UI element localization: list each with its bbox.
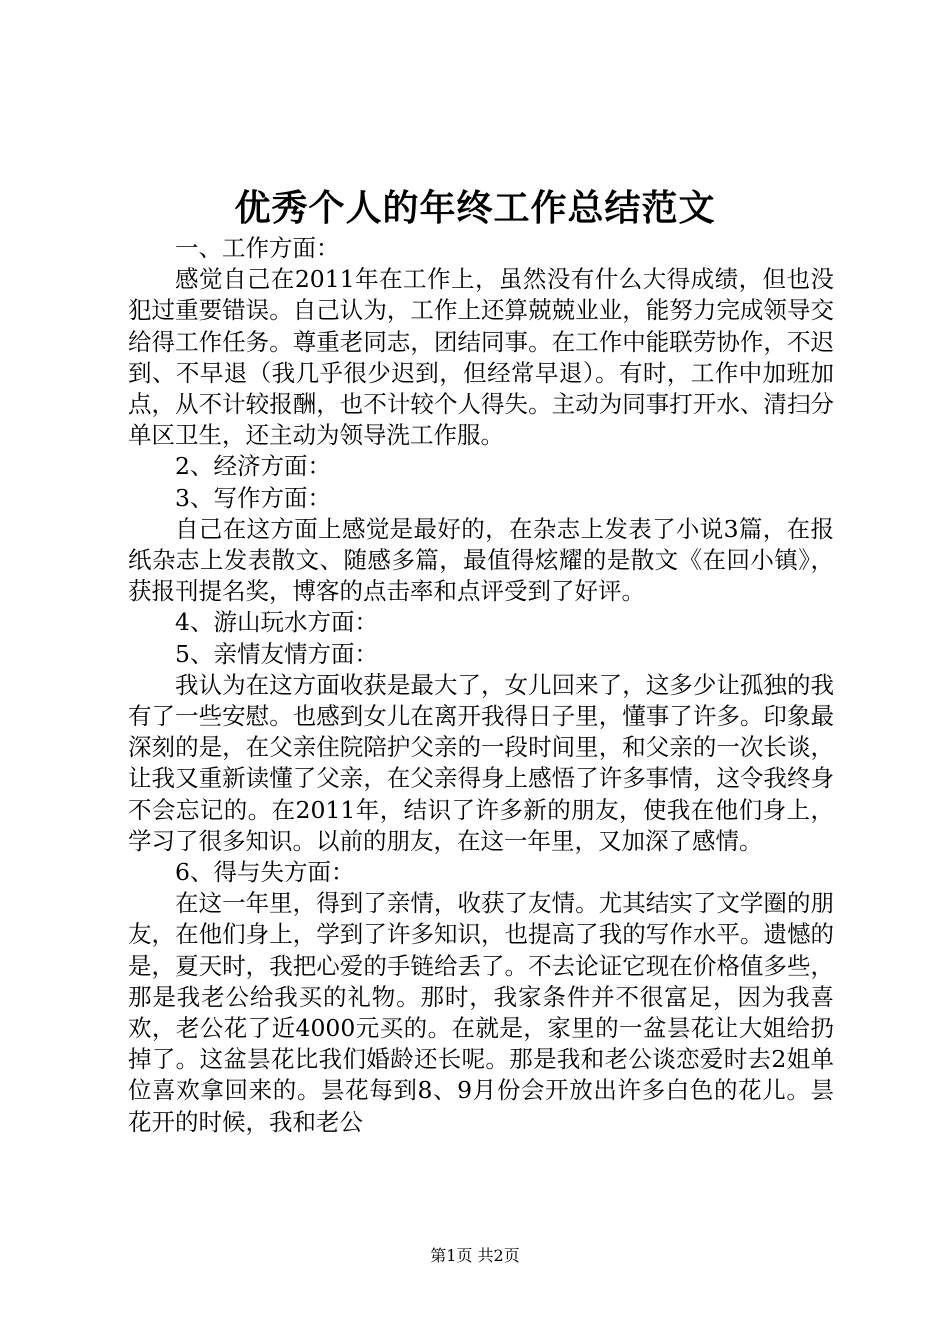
section-heading-travel: 4、游山玩水方面： <box>175 608 378 637</box>
section-heading-writing: 3、写作方面： <box>175 483 331 512</box>
section-heading-work: 一、工作方面： <box>175 234 340 262</box>
section-heading-economy: 2、经济方面： <box>175 452 331 481</box>
section-heading-gains-losses: 6、得与失方面： <box>175 858 355 887</box>
paragraph-gains-losses: 在这一年里，得到了亲情，收获了友情。尤其结实了文学圈的朋友，在他们身上，学到了许多知识，也提高了我的写作水平。遗憾的是，夏天时，我把心爱的手链给丢了。不去论证它现在价格值多些，那是我老公给我买的礼物。那时，我家条件并不很富足，因为我喜欢，老公花了近4000元买的。在就是，家里的一盆昙花让大姐给扔掉了。这盆昙花比我们婚龄还长呢。那是我和老公谈恋爱时去2姐单位喜欢拿回来的。昙花每到8、9月份会开放出许多白色的花儿。昙花开的时候，我和老公 <box>128 889 834 1136</box>
section-heading-family: 5、亲情友情方面： <box>175 639 378 668</box>
paragraph-family: 我认为在这方面收获是最大了，女儿回来了，这多少让孤独的我有了一些安慰。也感到女儿在离开我得日子里，懂事了许多。印象最深刻的是，在父亲住院陪护父亲的一段时间里，和父亲的一次长谈，让我又重新读懂了父亲，在父亲得身上感悟了许多事情，这令我终身不会忘记的。在2011年，结识了许多新的朋友，使我在他们身上，学习了很多知识。以前的朋友，在这一年里，又加深了感情。 <box>128 670 834 855</box>
paragraph-writing: 自己在这方面上感觉是最好的，在杂志上发表了小说3篇，在报纸杂志上发表散文、随感多篇，最值得炫耀的是散文《在回小镇》，获报刊提名奖，博客的点击率和点评受到了好评。 <box>128 514 834 606</box>
document-title: 优秀个人的年终工作总结范文 <box>234 187 716 229</box>
paragraph-work: 感觉自己在2011年在工作上，虽然没有什么大得成绩，但也没犯过重要错误。自己认为，工作上还算兢兢业业，能努力完成领导交给得工作任务。尊重老同志，团结同事。在工作中能联劳协作，不迟到、不早退（我几乎很少迟到，但经常早退）。有时，工作中加班加点，从不计较报酬，也不计较个人得失。主动为同事打开水、清扫分单区卫生，还主动为领导洗工作服。 <box>128 265 834 450</box>
page-number-footer: 第1页 共2页 <box>430 1246 520 1265</box>
document-body <box>128 233 834 1138</box>
